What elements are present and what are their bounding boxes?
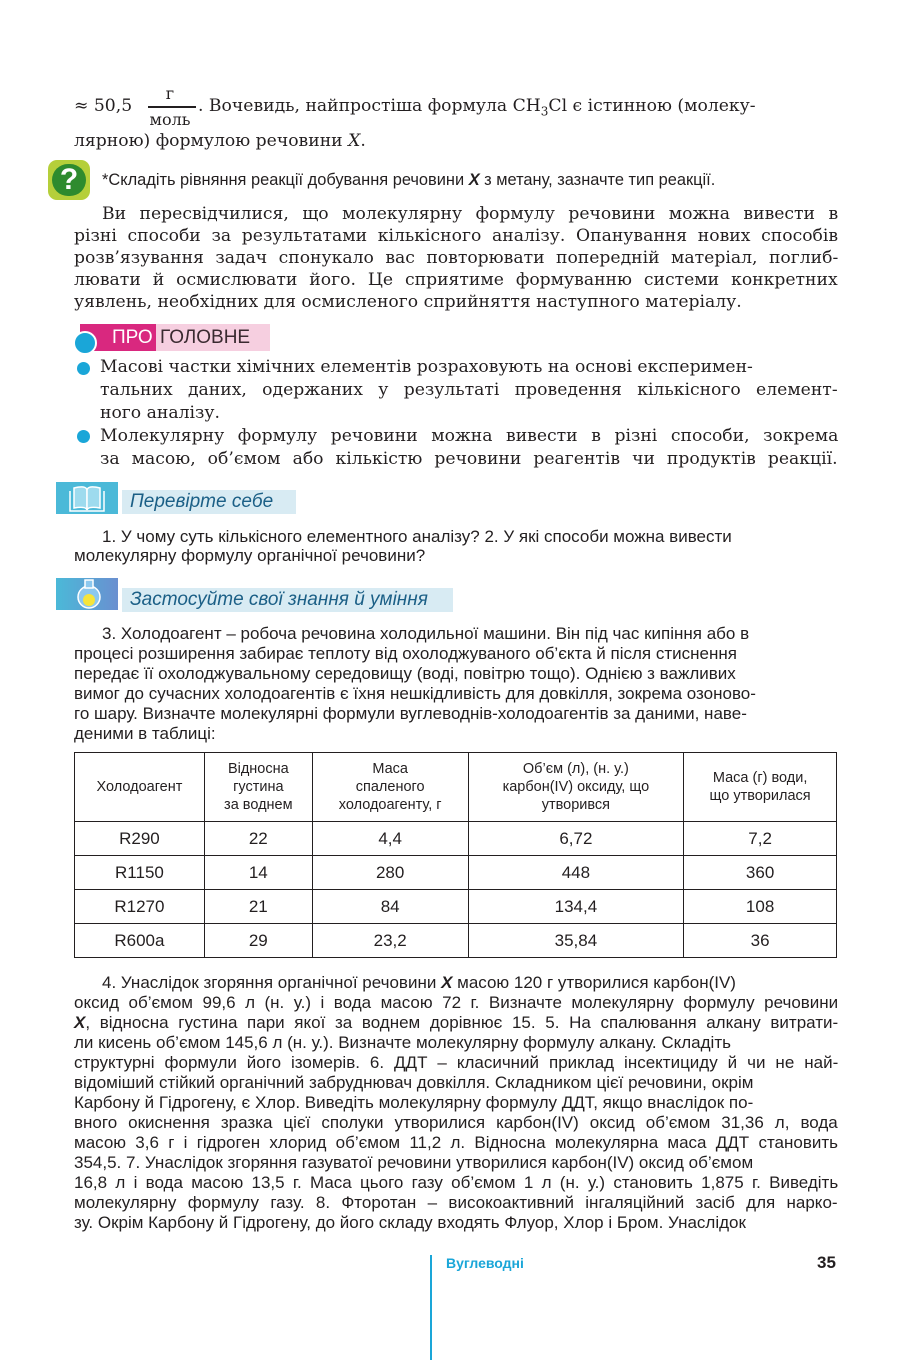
apply-text-line: процесі розширення забирає теплоту від охолоджуваного об’єкта й після стиснення [74, 644, 737, 663]
table-cell: 35,84 [468, 924, 684, 958]
paragraph-line: розв’язування задач спонукало вас повторювати попередній матеріал, поглиб- [74, 248, 839, 268]
table-header-cell: Холодоагент [75, 753, 205, 822]
table-cell: 360 [684, 856, 837, 890]
apply-text-line: вимог до сучасних холодоагентів є їхня нешкідливість для довкілля, зокрема озоново- [74, 684, 756, 703]
paragraph-line: лювати й осмислювати його. Це сприятиме формуванню системи конкретних [74, 270, 838, 290]
table-header-cell: Маса (г) води, що утворилася [684, 753, 837, 822]
table-cell: 280 [312, 856, 468, 890]
table-row [75, 924, 837, 958]
task-variable: X [74, 1013, 86, 1032]
table-cell: 4,4 [312, 822, 468, 856]
table-cell: 7,2 [684, 822, 837, 856]
table-row [75, 822, 837, 856]
table-cell: 448 [468, 856, 684, 890]
table-cell: R1270 [75, 890, 205, 924]
footer-section-title: Вуглеводні [446, 1255, 524, 1271]
bullet-icon [77, 362, 90, 375]
question-badge [48, 160, 90, 200]
task-line: Карбону й Гідрогену, є Хлор. Виведіть молекулярну формулу ДДТ, якщо внаслідок по- [74, 1093, 754, 1112]
formula-line1 [198, 95, 756, 122]
bullet-line: Молекулярну формулу речовини можна вивести в різні способи, зокрема [100, 426, 839, 446]
table-cell: R290 [75, 822, 205, 856]
question-variable: X [468, 171, 480, 189]
apply-text-line: деними в таблиці: [74, 724, 216, 743]
footer-divider [430, 1255, 432, 1360]
table-cell: 22 [204, 822, 312, 856]
table-cell: 23,2 [312, 924, 468, 958]
table-row [75, 890, 837, 924]
check-section-title: Перевірте себе [130, 491, 274, 512]
task-variable: X [441, 973, 453, 992]
table-header-cell: Об’єм (л), (н. у.) карбон(IV) оксиду, що утворився [468, 753, 684, 822]
task-line: ли кисень об’ємом 145,6 л (н. у.). Визначте молекулярну формулу алкану. Складіть [74, 1033, 731, 1052]
bullet-line: Масові частки хімічних елементів розраховують на основі експеримен- [100, 357, 753, 377]
table-cell: 36 [684, 924, 837, 958]
task-line: X, відносна густина пари якої за воднем дорівнює 15. 5. На спалювання алкану витрати- [74, 1013, 839, 1032]
fraction-bar [148, 106, 196, 108]
paragraph-line: Ви пересвідчилися, що молекулярну формулу речовини можна вивести в [102, 204, 839, 224]
bullet-line: ного аналізу. [100, 403, 220, 423]
bullet-line: тальних даних, одержаних у результаті проведення кількісного елемент- [100, 380, 838, 400]
apply-text-line: 3. Холодоагент – робоча речовина холодильної машини. Він під час кипіння або в [102, 624, 750, 643]
formula-line1-text: . Вочевидь, найпростіша формула CH [198, 96, 541, 116]
formula-prefix: ≈ 50,5 [74, 96, 133, 116]
task-line: вного окиснення зразка цієї сполуки утворилися карбон(IV) оксид об’ємом 31,36 л, вода [74, 1113, 838, 1132]
table-cell: 134,4 [468, 890, 684, 924]
task-line: 354,5. 7. Унаслідок згоряння газуватої речовини утворилися карбон(IV) оксид об’ємом [74, 1153, 754, 1172]
apply-text-line: го шару. Визначте молекулярні формули вуглеводнів-холодоагентів за даними, наве- [74, 704, 747, 723]
check-question-line: 1. У чому суть кількісного елементного аналізу? 2. У які способи можна вивести [102, 527, 732, 546]
pro-dot-icon [73, 331, 97, 355]
check-question-line: молекулярну формулу органічної речовини? [74, 546, 426, 565]
table-cell: 14 [204, 856, 312, 890]
book-icon [56, 482, 118, 514]
apply-section-title: Застосуйте свої знання й уміння [130, 589, 428, 610]
table-cell: 108 [684, 890, 837, 924]
task-line: відоміший стійкий органічний забруднювач довкілля. Складником цієї речовини, окрім [74, 1073, 754, 1092]
page-number: 35 [817, 1253, 836, 1272]
refrigerant-table [74, 752, 837, 958]
fraction-numerator: г [165, 84, 175, 103]
main-header-label: ГОЛОВНЕ [160, 327, 251, 348]
table-cell: 84 [312, 890, 468, 924]
task-line: 4. Унаслідок згоряння органічної речовини X масою 120 г утворилися карбон(IV) [102, 973, 736, 992]
formula-variable: X [348, 131, 361, 151]
paragraph-line: уявлень, необхідних для осмисленого сприйняття наступного матеріалу. [74, 292, 742, 312]
apply-text-line: передає її охолоджувальному середовищу (воді, повітрю тощо). Однією з важливих [74, 664, 736, 683]
task-line: зу. Окрім Карбону й Гідрогену, до його складу входять Флуор, Хлор і Бром. Унаслідок [74, 1213, 746, 1232]
table-cell: R1150 [75, 856, 205, 890]
formula-line2 [74, 130, 366, 152]
pro-header-label: ПРО [112, 327, 153, 348]
formula-line1-tail: Cl є істинною (молеку- [548, 96, 756, 116]
question-icon: ? [52, 164, 86, 196]
bullet-icon [77, 430, 90, 443]
flask-icon [56, 578, 118, 610]
table-row [75, 856, 837, 890]
task-line: молекулярну формулу газу. 8. Фторотан – високоактивний інгаляційний засіб для нарко- [74, 1193, 838, 1212]
formula-subscript: 3 [540, 104, 549, 119]
fraction-denominator: моль [149, 110, 191, 129]
question-text [102, 170, 715, 190]
table-header-cell: Відносна густина за воднем [204, 753, 312, 822]
question-prefix: *Складіть рівняння реакції добування речовини [102, 171, 469, 189]
paragraph-line: різні способи за результатами кількісного аналізу. Опанування нових способів [74, 226, 839, 246]
table-header-row [75, 753, 837, 822]
task-line: оксид об’ємом 99,6 л (н. у.) і вода масою 72 г. Визначте молекулярну формулу речовини [74, 993, 839, 1012]
table-cell: R600a [75, 924, 205, 958]
table-header-cell: Маса спаленого холодоагенту, г [312, 753, 468, 822]
task-line: 16,8 л і вода масою 13,5 г. Маса цього газу об’ємом 1 л (н. у.) становить 1,875 г. Виведіть [74, 1173, 839, 1192]
formula-period: . [360, 131, 366, 151]
question-suffix: з метану, зазначте тип реакції. [479, 171, 716, 189]
table-cell: 21 [204, 890, 312, 924]
table-cell: 29 [204, 924, 312, 958]
task-line: структурні формули його ізомерів. 6. ДДТ – класичний приклад інсектициду й чи не най- [74, 1053, 839, 1072]
table-cell: 6,72 [468, 822, 684, 856]
formula-line2-text: лярною) формулою речовини [74, 131, 349, 151]
task-line: масою 3,6 г і гідроген хлорид об’ємом 11,2 л. Відносна молекулярна маса ДДТ становить [74, 1133, 839, 1152]
bullet-line: за масою, об’ємом або кількістю речовини реагентів чи продуктів реакції. [100, 449, 838, 469]
